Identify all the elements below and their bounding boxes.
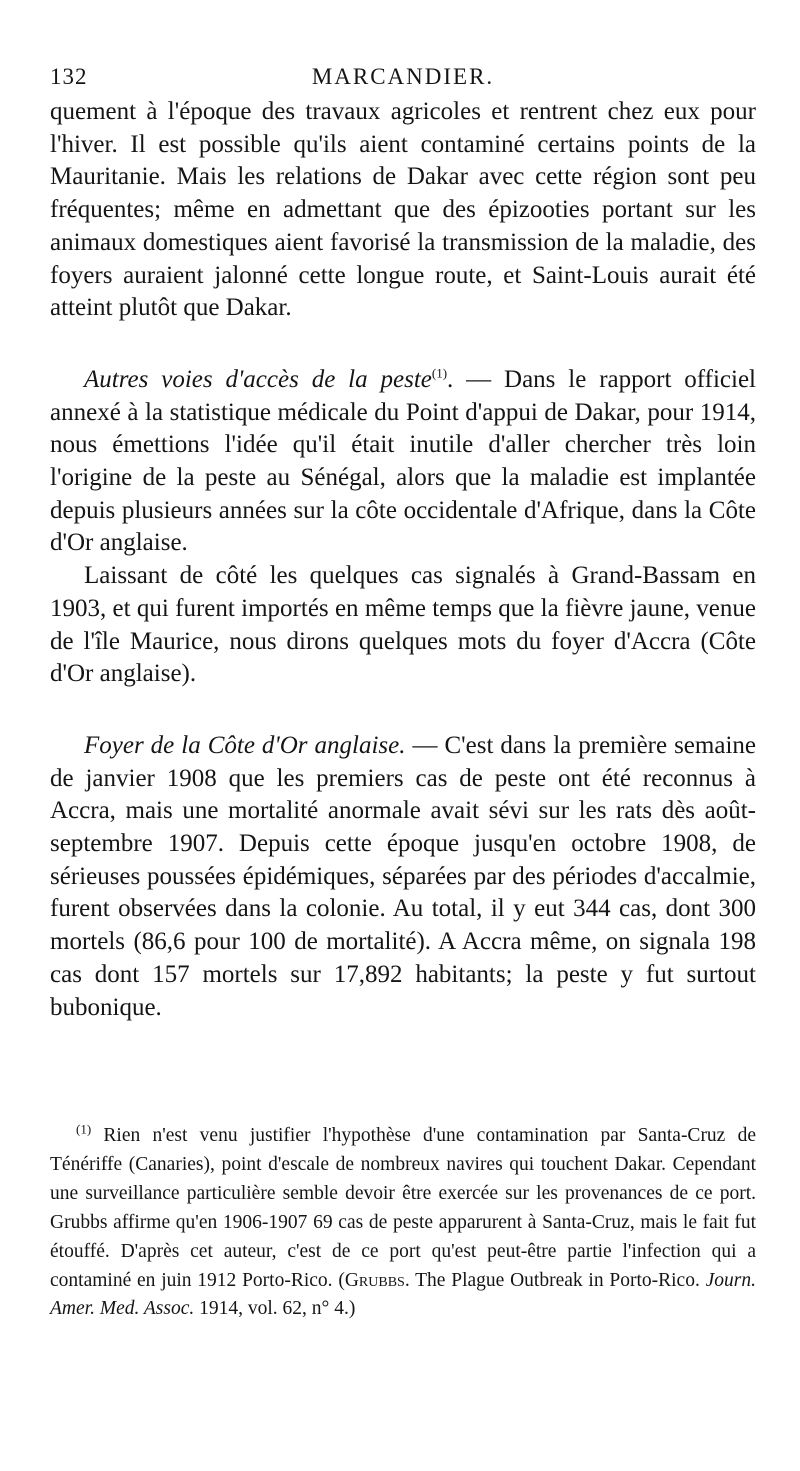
book-page (50, 64, 756, 1024)
footnote-marker: (1) (76, 1121, 92, 1137)
paragraph-other-routes (50, 364, 756, 560)
page-header (50, 64, 756, 96)
paragraph-continuation: quement à l'époque des travaux agricoles et rentrent chez eux pour l'hiver. Il est possible qu'ils aient contaminé certains points de la Mauritanie. Mais les relations de Dakar avec cette région sont peu fréquentes; même en admettant que des épizooties portant sur les animaux domestiques aient favorisé la transmission de la maladie, des foyers auraient jalonné cette longue route, et Saint-Louis aurait été atteint plutôt que Dakar. (50, 98, 756, 322)
section-heading-other-routes: Autres voies d'accès de la peste (84, 365, 432, 393)
footnote-text-part-2: . The Plague Outbreak in Porto-Rico. (404, 1269, 706, 1291)
running-head: MARCANDIER. (311, 64, 495, 89)
footnote-text-part-3: 1914, vol. 62, n° 4.) (194, 1298, 356, 1320)
page-number: 132 (50, 64, 88, 89)
paragraph-other-routes-text: . — Dans le rapport officiel annexé à la statistique médicale du Point d'appui de Dakar, pour 1914, nous émettions l'idée qu'il était inutile d'aller chercher très loin l'origine de la peste au Sénégal, alors que la maladie est implantée depuis plusieurs années sur la côte occidentale d'Afrique, dans la Côte d'Or anglaise. (50, 365, 756, 557)
footnote-reference: (1) (431, 365, 448, 381)
paragraph-gold-coast-text: — C'est dans la première semaine de janvier 1908 que les premiers cas de peste ont été reconnus à Accra, mais une mortalité anormale avait sévi sur les rats dès août-septembre 1907. Depuis cette époque jusqu'en octobre 1908, de sérieuses poussées épidémiques, séparées par des périodes d'accalmie, furent observées dans la colonie. Au total, il y eut 344 cas, dont 300 mortels (86,6 pour 100 de mortalité). A Accra même, on signala 198 cas dont 157 mortels sur 17,892 habitants; la peste y fut surtout bubonique. (50, 731, 756, 1021)
footnote-author: Grubbs (344, 1269, 405, 1291)
paragraph-grand-bassam: Laissant de côté les quelques cas signalés à Grand-Bassam en 1903, et qui furent importés en même temps que la fièvre jaune, venue de l'île Maurice, nous dirons quelques mots du foyer d'Accra (Côte d'Or anglaise). (50, 562, 756, 688)
footnote-journal: Journ. Amer. Med. Assoc. (50, 1269, 756, 1320)
paragraph-gold-coast (50, 730, 756, 1024)
footnote-text-part-1: Rien n'est venu justifier l'hypothèse d'une contamination par Santa-Cruz de Ténériffe (Canaries), point d'escale de nombreux navires qui touchent Dakar. Cependant une surveillance particulière semble devoir être exercée sur les provenances de ce port. Grubbs affirme qu'en 1906-1907 69 cas de peste apparurent à Santa-Cruz, mais le fait fut étouffé. D'après cet auteur, c'est de ce port qu'est peut-être partie l'infection qui a contaminé en juin 1912 Porto-Rico. ( (50, 1125, 756, 1291)
footnote (50, 1122, 756, 1324)
section-heading-gold-coast: Foyer de la Côte d'Or anglaise. (84, 731, 406, 759)
